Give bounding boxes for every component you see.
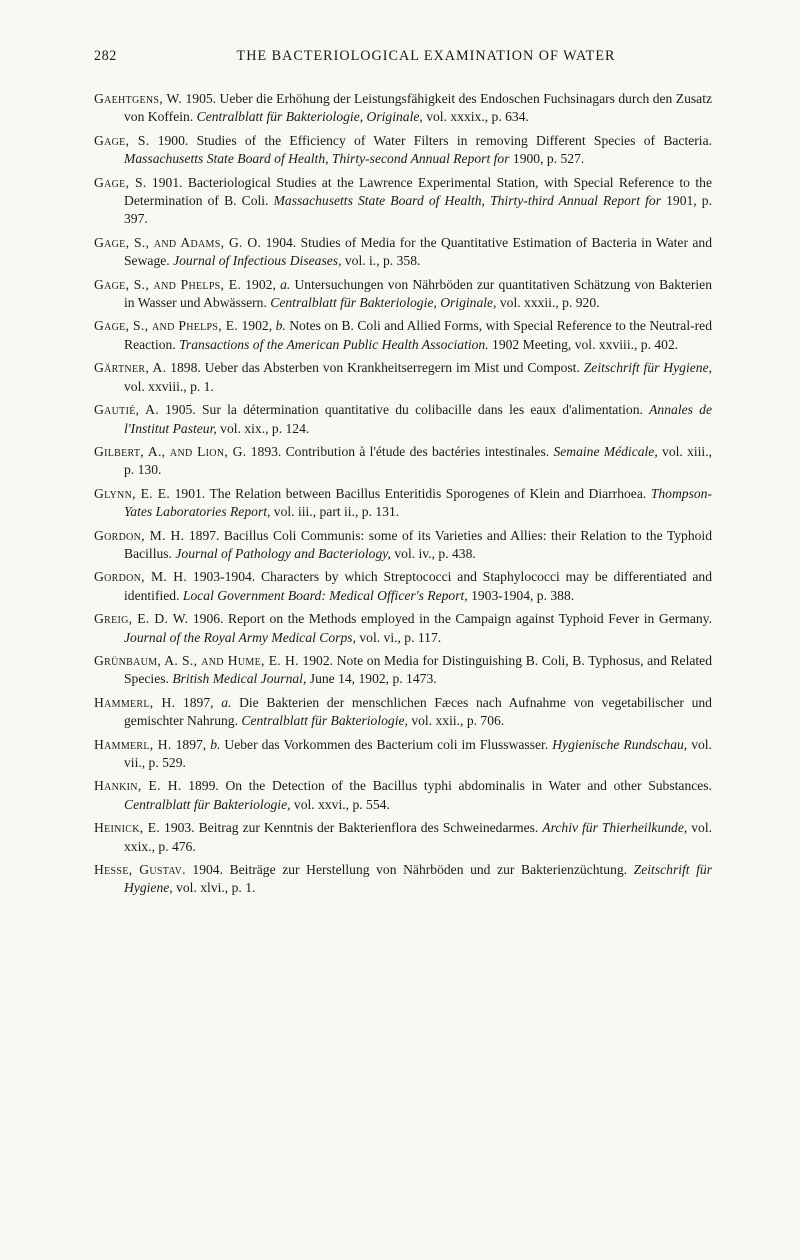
ref-text: 1902,	[238, 318, 276, 334]
ref-text: 1905. Ueber die Erhöhung der Leistungsfähigkeit des Endoschen Fuchsinagars durch den Zusatz von Koffein.	[124, 91, 713, 125]
ref-text: 1900, p. 527.	[509, 151, 585, 167]
reference-entry	[94, 90, 712, 127]
ref-text: 1906. Report on the Methods employed in the Campaign against Typhoid Fever in Germany.	[188, 611, 712, 627]
ref-text: vol. xlvi., p. 1.	[172, 880, 256, 896]
ref-journal-title: Massachusetts State Board of Health, Thirty-third Annual Report for	[273, 193, 661, 209]
ref-text: vol. xxviii., p. 1.	[124, 378, 214, 394]
ref-text: 1899. On the Detection of the Bacillus typhi abdominalis in Water and other Substances.	[181, 778, 712, 794]
ref-authors: Hammerl, H.	[94, 736, 172, 752]
ref-authors: Gautié, A.	[94, 402, 159, 418]
ref-text: vol. xxix., p. 476.	[124, 820, 713, 854]
ref-text: vol. xix., p. 124.	[216, 420, 310, 436]
ref-authors: Gärtner, A.	[94, 360, 167, 376]
ref-authors: Gage, S.	[94, 174, 147, 190]
ref-journal-title: Journal of the Royal Army Medical Corps,	[124, 629, 356, 645]
ref-authors: Gaehtgens, W.	[94, 91, 183, 106]
ref-journal-title: Journal of Infectious Diseases,	[173, 253, 342, 269]
ref-text: 1897. Bacillus Coli Communis: some of its Varieties and Allies: their Relation to the Typhoid Bacillus.	[124, 527, 712, 561]
page-header	[94, 48, 712, 65]
ref-text: 1905. Sur la détermination quantitative du colibacille dans les eaux d'alimentation.	[158, 402, 650, 418]
reference-entry	[94, 736, 712, 773]
ref-journal-title: a.	[221, 694, 232, 710]
ref-text: 1904. Beiträge zur Herstellung von Nährböden und zur Bakterienzüchtung.	[185, 862, 634, 878]
ref-text: 1902,	[241, 276, 281, 292]
ref-journal-title: Journal of Pathology and Bacteriology,	[175, 545, 391, 561]
ref-text: vol. i., p. 358.	[341, 253, 421, 269]
ref-authors: Gordon, M. H.	[94, 569, 188, 585]
ref-authors: Gilbert, A., and Lion, G.	[94, 443, 247, 459]
ref-text: 1903-1904, p. 388.	[467, 587, 575, 603]
ref-authors: Hesse, Gustav.	[94, 862, 186, 878]
ref-text: 1897,	[171, 736, 211, 752]
running-title: THE BACTERIOLOGICAL EXAMINATION OF WATER	[236, 48, 616, 64]
ref-authors: Glynn, E. E.	[94, 485, 171, 501]
ref-journal-title: Thompson-Yates Laboratories Report,	[124, 485, 712, 520]
ref-text: 1904. Studies of Media for the Quantitative Estimation of Bacteria in Water and Sewage.	[124, 234, 712, 269]
page-number: 282	[94, 48, 117, 64]
reference-entry	[94, 819, 712, 856]
ref-text: vol. xxvi., p. 554.	[290, 796, 390, 812]
ref-text: Die Bakterien der menschlichen Fæces nach Aufnahme von vegetabilischer und gemischter Nahrung.	[124, 694, 712, 729]
ref-text: 1902. Note on Media for Distinguishing B. Coli, B. Typhosus, and Related Species.	[124, 652, 712, 687]
ref-journal-title: Centralblatt für Bakteriologie, Originale,	[196, 109, 423, 125]
reference-entry	[94, 485, 712, 522]
ref-journal-title: Hygienische Rundschau,	[552, 736, 688, 752]
ref-text: June 14, 1902, p. 1473.	[306, 671, 437, 687]
ref-authors: Gage, S., and Phelps, E.	[94, 276, 242, 292]
reference-entry	[94, 234, 712, 271]
ref-journal-title: British Medical Journal,	[172, 671, 307, 687]
ref-authors: Greig, E. D. W.	[94, 611, 189, 627]
references-list	[94, 90, 712, 898]
ref-text: 1901. Bacteriological Studies at the Lawrence Experimental Station, with Special Reference to the Determination of B. Coli.	[124, 174, 712, 209]
ref-journal-title: Centralblatt für Bakteriologie,	[241, 713, 408, 729]
ref-text: 1897,	[175, 694, 222, 710]
ref-journal-title: Semaine Médicale,	[553, 443, 658, 459]
ref-journal-title: Zeitschrift für Hygiene,	[583, 360, 712, 376]
reference-entry	[94, 401, 712, 438]
ref-text: vol. xxxii., p. 920.	[496, 295, 600, 311]
ref-text: 1893. Contribution à l'étude des bactéries intestinales.	[246, 443, 554, 459]
reference-entry	[94, 568, 712, 605]
ref-authors: Gage, S.	[94, 132, 150, 148]
reference-entry	[94, 359, 712, 396]
ref-journal-title: b.	[275, 318, 286, 334]
ref-journal-title: b.	[210, 736, 221, 752]
ref-text: 1903. Beitrag zur Kenntnis der Bakterienflora des Schweinedarmes.	[160, 820, 543, 836]
reference-entry	[94, 610, 712, 647]
ref-authors: Hammerl, H.	[94, 694, 176, 710]
ref-authors: Heinick, E.	[94, 820, 161, 836]
ref-text: 1903-1904. Characters by which Streptococci and Staphylococci may be differentiated and identified.	[124, 569, 712, 603]
reference-entry	[94, 132, 712, 169]
ref-text: 1901. The Relation between Bacillus Enteritidis Sporogenes of Klein and Diarrhoea.	[170, 485, 651, 501]
ref-authors: Gage, S., and Phelps, E.	[94, 318, 239, 334]
ref-authors: Gage, S., and Adams, G. O.	[94, 234, 262, 250]
ref-authors: Grünbaum, A. S., and Hume, E. H.	[94, 652, 299, 668]
ref-journal-title: Centralblatt für Bakteriologie,	[124, 796, 291, 812]
reference-entry	[94, 317, 712, 354]
ref-authors: Gordon, M. H.	[94, 527, 185, 543]
reference-entry	[94, 174, 712, 229]
ref-authors: Hankin, E. H.	[94, 778, 182, 794]
ref-text: vol. vii., p. 529.	[124, 736, 712, 770]
reference-entry	[94, 694, 712, 731]
ref-journal-title: Transactions of the American Public Health Association.	[179, 336, 489, 352]
reference-entry	[94, 861, 712, 898]
ref-text: vol. xxii., p. 706.	[407, 713, 505, 729]
ref-journal-title: Centralblatt für Bakteriologie, Originale,	[270, 295, 497, 311]
ref-text: vol. xxxix., p. 634.	[422, 109, 529, 125]
ref-text: vol. xiii., p. 130.	[124, 443, 713, 478]
ref-text: vol. iv., p. 438.	[390, 545, 476, 561]
ref-text: 1901, p. 397.	[124, 193, 712, 227]
ref-journal-title: Zeitschrift für Hygiene,	[124, 862, 713, 896]
ref-journal-title: Massachusetts State Board of Health, Thirty-second Annual Report for	[124, 151, 510, 167]
ref-text: 1902 Meeting, vol. xxviii., p. 402.	[488, 336, 679, 352]
ref-journal-title: Archiv für Thierheilkunde,	[542, 820, 688, 836]
ref-text: Untersuchungen von Nährböden zur quantitativen Schätzung von Bakterien in Wasser und Abwässern.	[124, 276, 712, 311]
ref-journal-title: Annales de l'Institut Pasteur,	[124, 402, 712, 436]
ref-text: Notes on B. Coli and Allied Forms, with Special Reference to the Neutral-red Reaction.	[124, 318, 712, 352]
ref-journal-title: Local Government Board: Medical Officer's Report,	[182, 587, 468, 603]
reference-entry	[94, 652, 712, 689]
reference-entry	[94, 527, 712, 564]
ref-text: Ueber das Vorkommen des Bacterium coli im Flusswasser.	[220, 736, 553, 752]
ref-text: vol. iii., part ii., p. 131.	[270, 504, 400, 520]
reference-entry	[94, 443, 712, 480]
reference-entry	[94, 777, 712, 814]
ref-journal-title: a.	[280, 276, 291, 292]
ref-text: 1898. Ueber das Absterben von Krankheitserregern im Mist und Compost.	[166, 360, 584, 376]
reference-entry	[94, 276, 712, 313]
ref-text: 1900. Studies of the Efficiency of Water Filters in removing Different Species of Bacteria.	[149, 132, 713, 148]
ref-text: vol. vi., p. 117.	[355, 629, 442, 645]
